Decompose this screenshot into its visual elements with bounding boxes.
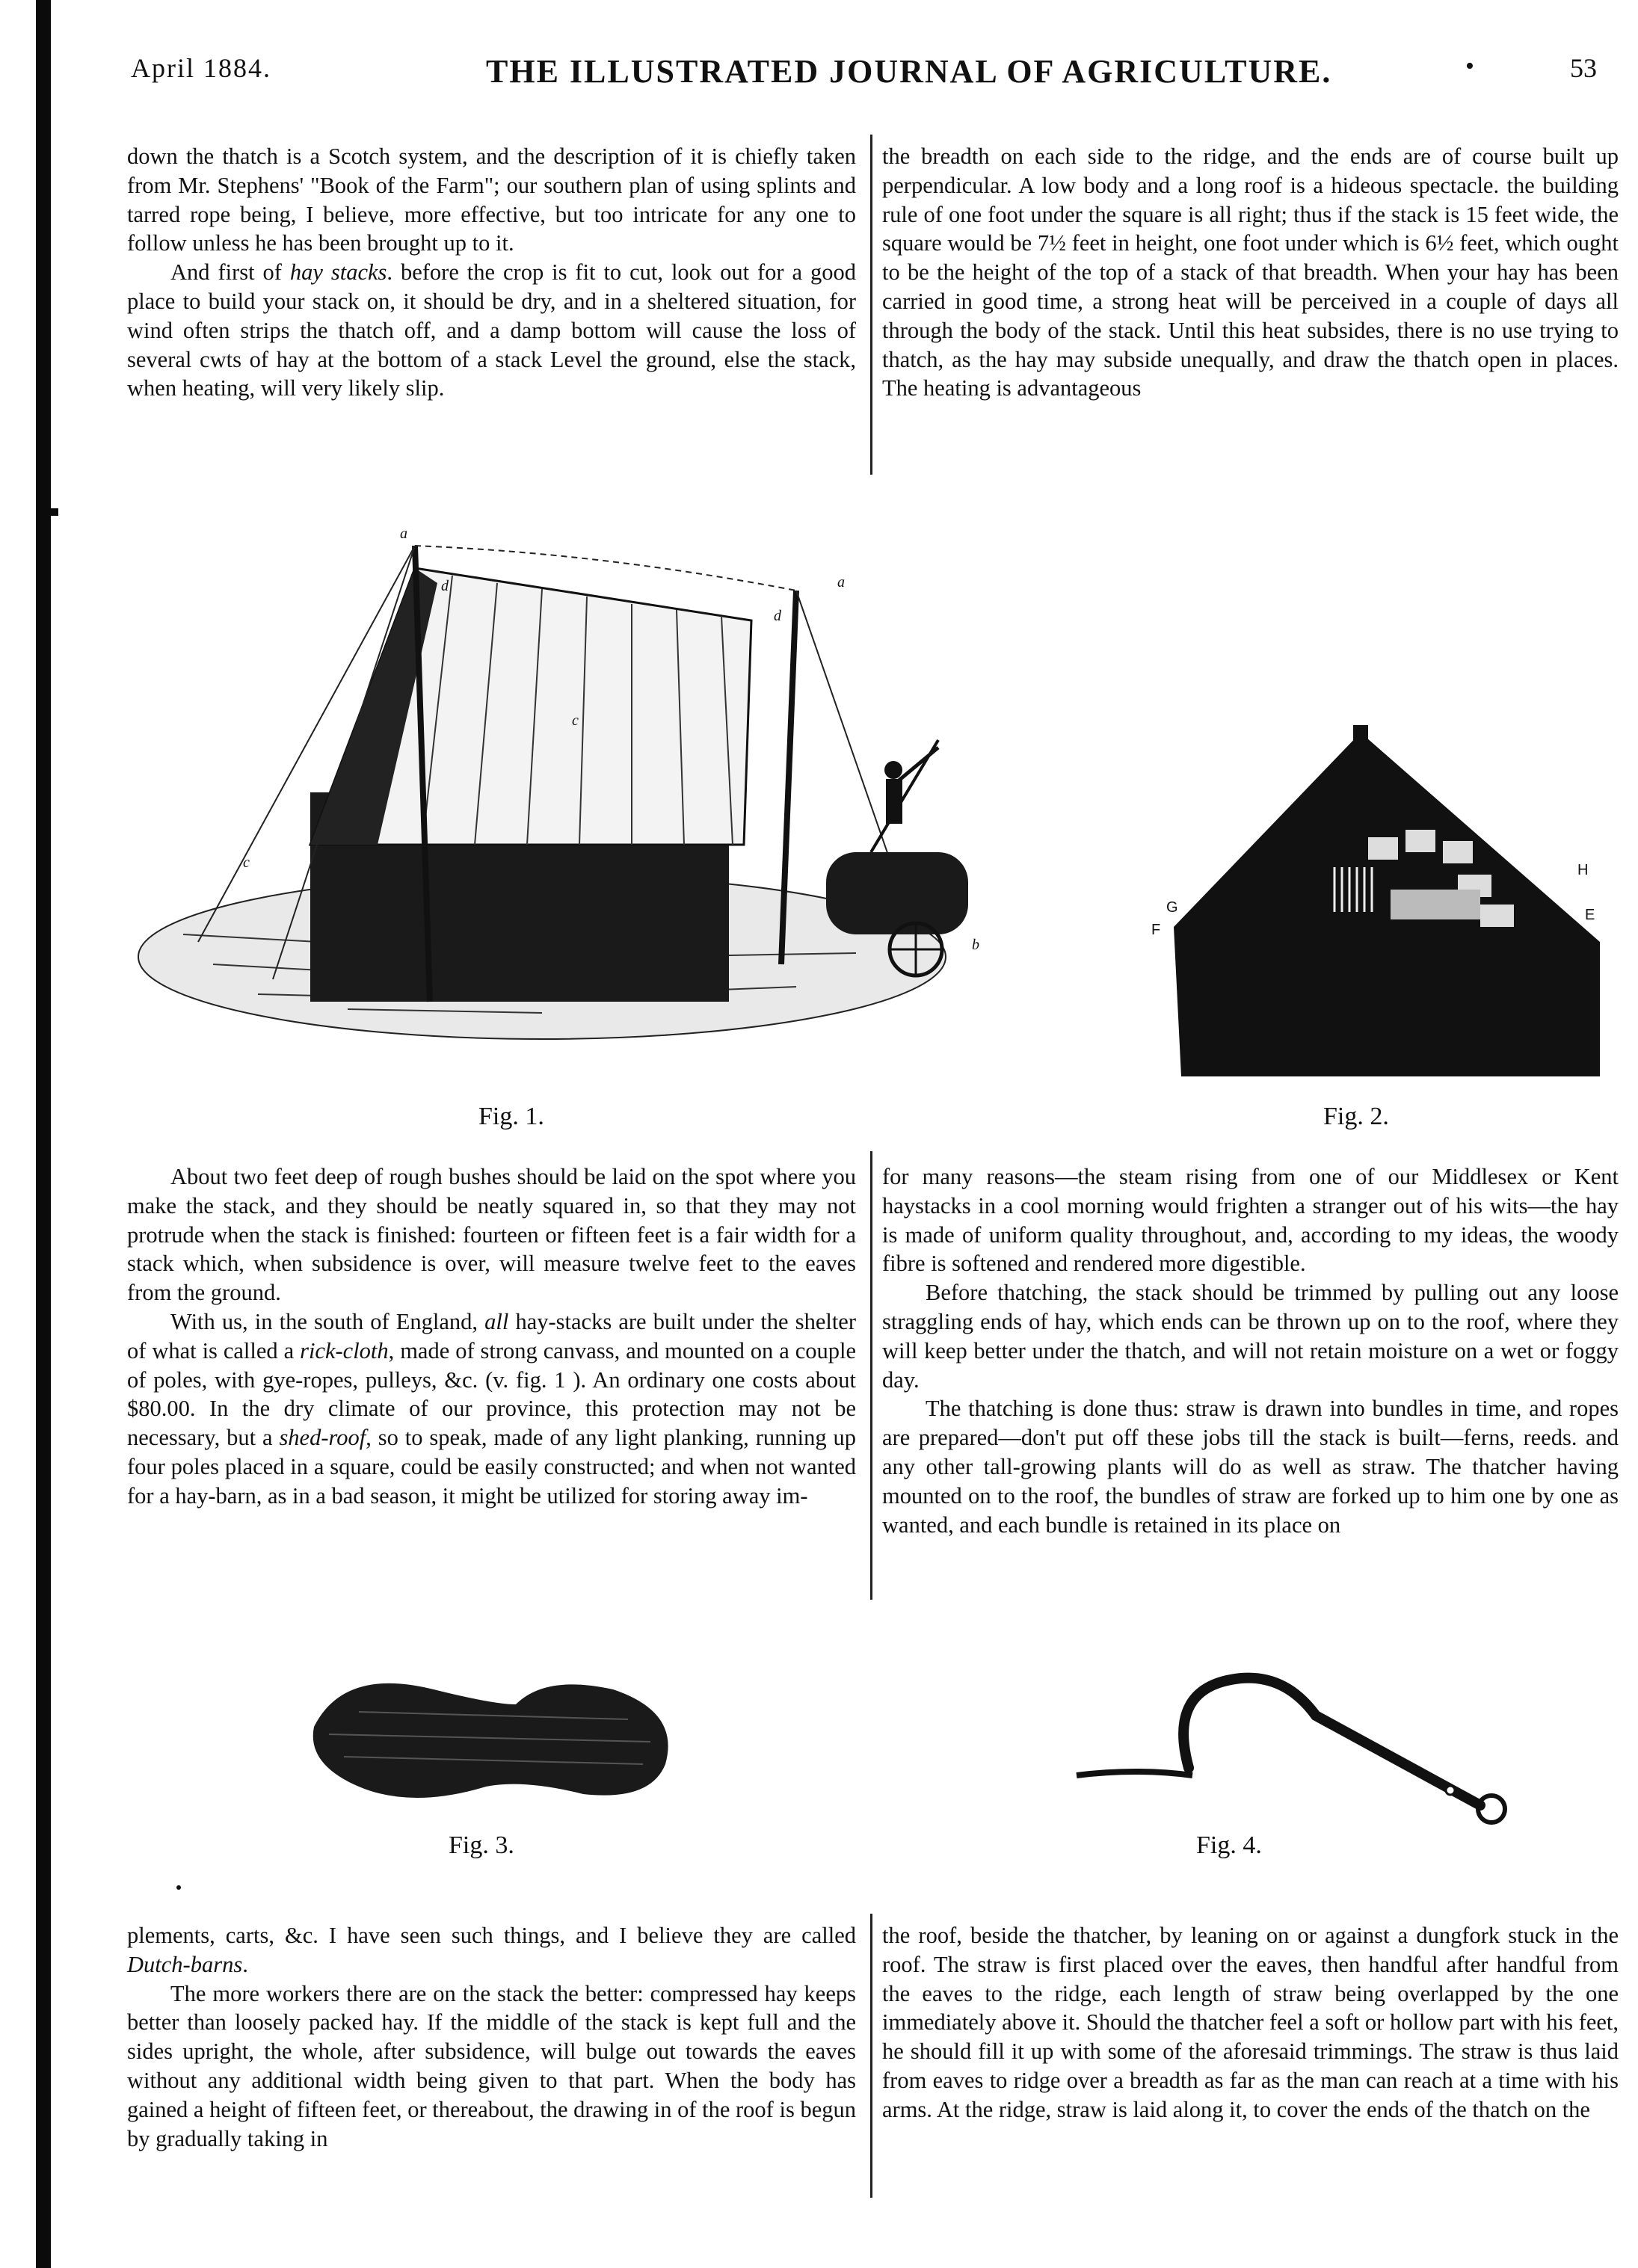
italic-text: hay stacks xyxy=(289,259,387,286)
figure-1-caption: Fig. 1. xyxy=(478,1103,544,1130)
fig1-label-a: a xyxy=(837,574,845,591)
column-divider xyxy=(870,1914,872,2198)
text: hay-stacks are built under the shelter of what is called a xyxy=(127,1308,857,1363)
column-top-left xyxy=(127,142,856,403)
figure-3-straw-bundle xyxy=(299,1660,688,1809)
column-divider xyxy=(870,1151,872,1600)
column-bottom-left xyxy=(127,1921,856,2153)
fig2-label-e: E xyxy=(1585,907,1595,923)
italic-text: shed-roof xyxy=(279,1425,366,1451)
paragraph: The more workers there are on the stack the better: compressed hay keeps better than loosely packed hay. If the middle of the stack is kept full and the sides upright, the whole, after subsidence, will bulge out towards the eaves without any additional width being given to that part. When the body has gained a height of fifteen feet, or thereabout, the drawing in of the roof is begun by gradually taking in xyxy=(127,1980,856,2151)
paragraph: the roof, beside the thatcher, by leaning on or against a dungfork stuck in the roof. The straw is first placed over the eaves, then handful after handful from the eaves to the ridge, each length of straw being overlapped by the one immediately above it. Should the thatcher feel a soft or hollow part with his feet, he should fill it up with some of the aforesaid trimmings. The straw is thus laid from eaves to ridge over a breadth as far as the man can reach at a time with his arms. At the ridge, straw is laid along it, to cover the ends of the thatch on the xyxy=(882,1923,1619,2122)
journal-title: THE ILLUSTRATED JOURNAL OF AGRICULTURE. xyxy=(486,53,1332,90)
fig1-label-b: b xyxy=(972,937,979,953)
column-top-right xyxy=(882,142,1619,403)
page-number: 53 xyxy=(1570,53,1597,83)
paragraph: Before thatching, the stack should be trimmed by pulling out any loose straggling ends of hay, which ends can be thrown up on to the roof, where they will keep better under the thatch, and will not retain moisture on a wet or foggy day. xyxy=(882,1280,1619,1393)
column-mid-left xyxy=(127,1162,856,1511)
text: , so to speak, made of any light planking, running up four poles placed in a square, could be easily constructed; and when not wanted for a hay-barn, as in a bad season, it might be utilized for storing away im- xyxy=(127,1425,856,1509)
column-bottom-right xyxy=(882,1921,1619,2124)
figure-3-caption: Fig. 3. xyxy=(449,1831,514,1859)
binding-mark xyxy=(51,508,58,516)
fig2-label-f: F xyxy=(1151,922,1161,938)
italic-text: all xyxy=(484,1308,509,1334)
text: plements, carts, &c. I have seen such things, and I believe they are called xyxy=(127,1923,856,1948)
figure-2-caption: Fig. 2. xyxy=(1323,1103,1389,1130)
text: , made of strong canvass, and mounted on a couple of poles, with gye-ropes, pulleys, &c. (v. fig. 1 ). An ordinary one costs about $80.00. In the dry climate of our province, this protection may not be necessary, but a xyxy=(127,1337,856,1451)
paragraph xyxy=(127,1921,856,1979)
fig1-label-d: d xyxy=(774,608,781,624)
column-mid-right xyxy=(882,1162,1619,1539)
italic-text: rick-cloth xyxy=(300,1337,389,1363)
text: . before the crop is fit to cut, look out for a good place to build your stack on, it should be dry, and in a sheltered situation, for wind often strips the thatch off, and a damp bottom will cause the loss of several cwts of hay at the bottom of a stack Level the ground, else the stack, when heating, will very likely slip. xyxy=(127,259,856,401)
paragraph: The thatching is done thus: straw is drawn into bundles in time, and ropes are prepared—don't put off these jobs till the stack is built—ferns, reeds. and any other tall-growing plants will do as well as straw. The thatcher having mounted on to the roof, the bundles of straw are forked up to him one by one as wanted, and each bundle is retained in its place on xyxy=(882,1396,1619,1538)
fig2-label-d: D xyxy=(1477,944,1488,961)
italic-text: Dutch-barns xyxy=(127,1951,243,1977)
text: With us, in the south of England, xyxy=(170,1308,485,1334)
figure-2-thatched-stack xyxy=(1144,718,1622,1091)
paragraph: down the thatch is a Scotch system, and the description of it is chiefly taken from Mr. Stephens' "Book of the Farm"; our southern plan of using splints and tarred rope being, I believe, more effective, but too intricate for any one to follow unless he has been brought up to it. xyxy=(127,144,856,256)
figure-4-tool xyxy=(1062,1656,1510,1835)
figure-1-rick-cloth xyxy=(123,516,1020,1114)
figure-4-caption: Fig. 4. xyxy=(1196,1831,1262,1859)
binding-edge xyxy=(36,0,51,2268)
text: And first of xyxy=(170,259,290,286)
fig2-label-h: H xyxy=(1577,862,1589,878)
fig1-label-c: c xyxy=(572,712,579,729)
paragraph xyxy=(127,258,856,403)
fig1-label-d: d xyxy=(441,578,449,594)
paragraph: About two feet deep of rough bushes should be laid on the spot where you make the stack, and they should be neatly squared in, so that they may not protrude when the stack is finished: fourteen or fifteen feet is a fair width for a stack which, when subsidence is over, will measure twelve feet to the eaves from the ground. xyxy=(127,1164,856,1306)
fig1-label-a: a xyxy=(400,526,407,542)
column-divider xyxy=(870,135,872,475)
text: . xyxy=(242,1951,248,1977)
header-dot: • xyxy=(1465,52,1474,80)
header-date: April 1884. xyxy=(131,53,271,83)
paragraph: the breadth on each side to the ridge, and the ends are of course built up perpendicular. A low body and a long roof is a hideous spectacle. the building rule of one foot under the square is all right; thus if the stack is 15 feet wide, the square would be 7½ feet in height, one foot under which is 6½ feet, which ought to be the height of the top of a stack of that breadth. When your hay has been carried in good time, a strong heat will be perceived in a couple of days all through the body of the stack. Until this heat subsides, there is no use trying to thatch, as the hay may subside unequally, and draw the thatch open in places. The heating is advantageous xyxy=(882,144,1619,401)
paragraph xyxy=(127,1307,856,1511)
fig1-label-c: c xyxy=(243,854,250,871)
stray-dot xyxy=(176,1885,181,1890)
fig2-label-g: G xyxy=(1166,899,1178,916)
paragraph: for many reasons—the steam rising from one of our Middlesex or Kent haystacks in a cool morning would frighten a stranger out of his wits—the hay is made of uniform quality throughout, and, according to my ideas, the woody fibre is softened and rendered more digestible. xyxy=(882,1164,1619,1277)
